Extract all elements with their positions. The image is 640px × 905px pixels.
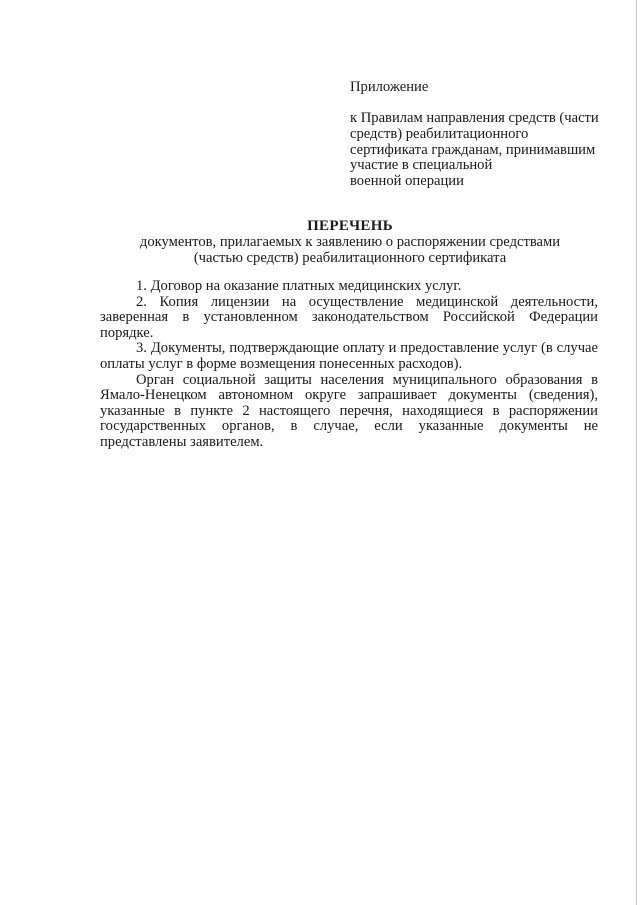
appendix-line: военной операции [350, 173, 464, 190]
subheading-line: (частью средств) реабилитационного сертификата [193, 249, 507, 266]
subheading-line: документов, прилагаемых к заявлению о распоряжении средствами [139, 234, 561, 250]
document-subheading [100, 235, 600, 266]
document-body [100, 279, 598, 451]
list-item: 1. Договор на оказание платных медицинских услуг. [136, 278, 462, 294]
appendix-line: к Правилам направления средств (части [350, 110, 599, 126]
closing-paragraph: Орган социальной защиты населения муниципального образования в Ямало-Ненецком автономном округе запрашивает документы (сведения), указанные в пункте 2 настоящего перечня, находящиеся в распоряжении государственных органов, в случае, если указанные документы не представлены заявителем. [100, 371, 598, 450]
scan-edge-line [636, 0, 637, 905]
list-item: 3. Документы, подтверждающие оплату и предоставление услуг (в случае оплаты услуг в форме возмещения понесенных расходов). [100, 340, 598, 372]
appendix-reference [350, 111, 602, 190]
document-heading: ПЕРЕЧЕНЬ [307, 218, 393, 234]
appendix-line: сертификата гражданам, принимавшим [350, 141, 596, 158]
appendix-title: Приложение [350, 79, 429, 95]
list-item: 2. Копия лицензии на осуществление медицинской деятельности, заверенная в установленном законодательством Российской Федерации порядке. [100, 293, 598, 341]
appendix-line: средств) реабилитационного [350, 125, 529, 142]
appendix-line: участие в специальной [350, 157, 493, 174]
